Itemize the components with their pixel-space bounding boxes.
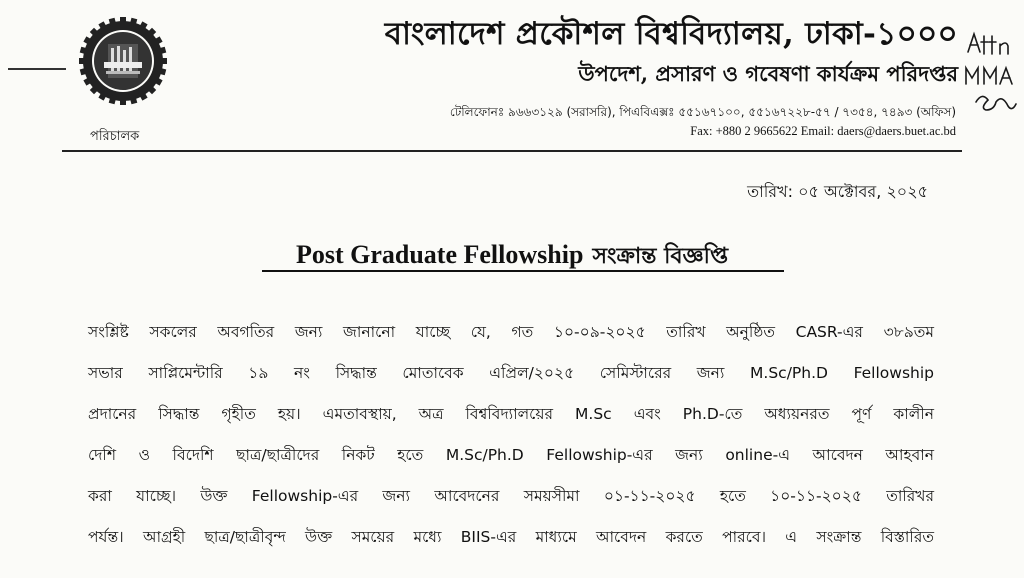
- university-name: বাংলাদেশ প্রকৌশল বিশ্ববিদ্যালয়, ঢাকা-১০০০: [384, 16, 958, 52]
- body-line: সংশ্লিষ্ট সকলের অবগতির জন্য জানানো যাচ্ছে যে, গত ১০-০৯-২০২৫ তারিখ অনুষ্ঠিত CASR-এর ৩৮৯তম: [88, 323, 934, 341]
- body-line: করা যাচ্ছে। উক্ত Fellowship-এর জন্য আবেদনের সময়সীমা ০১-১১-২০২৫ হতে ১০-১১-২০২৫ তারিখর: [88, 487, 934, 505]
- title-underline: [262, 270, 784, 272]
- body-line: প্রদানের সিদ্ধান্ত গৃহীত হয়। এমতাবস্থায়, অত্র বিশ্ববিদ্যালয়ের M.Sc এবং Ph.D-তে অধ্যয়নরত পূর্ণ কালীন: [88, 405, 934, 423]
- director-label: পরিচালক: [90, 129, 140, 144]
- body-line: পর্যন্ত। আগ্রহী ছাত্র/ছাত্রীবৃন্দ উক্ত সময়ের মধ্যে BIIS-এর মাধ্যমে আবেদন করতে পারবে। এ সংক্রান্ত বিস্তারিত: [88, 528, 934, 546]
- handwritten-note: [962, 22, 1022, 122]
- notice-date: তারিখ: ০৫ অক্টোবর, ২০২৫: [747, 182, 928, 201]
- phone-line: টেলিফোনঃ ৯৬৬৩১২৯ (সরাসরি), পিএবিএক্সঃ ৫৫১৬৭১০০, ৫৫১৬৭২২৮-৫৭ / ৭৩৫৪, ৭৪৯৩ (অফিস): [449, 105, 956, 119]
- margin-mark: [8, 68, 66, 70]
- fax-email-line: Fax: +880 2 9665622 Email: daers@daers.buet.ac.bd: [690, 124, 956, 138]
- university-logo: [78, 16, 168, 106]
- title-bangla: সংক্রান্ত বিজ্ঞপ্তি: [592, 244, 729, 269]
- title-english: Post Graduate Fellowship: [295, 240, 584, 269]
- office-name: উপদেশ, প্রসারণ ও গবেষণা কার্যক্রম পরিদপ্তর: [578, 61, 958, 86]
- header-divider: [62, 150, 962, 152]
- body-line: সভার সাপ্লিমেন্টারি ১৯ নং সিদ্ধান্ত মোতাবেক এপ্রিল/২০২৫ সেমিস্টারের জন্য M.Sc/Ph.D Fellowship: [88, 364, 934, 382]
- body-line: দেশি ও বিদেশি ছাত্র/ছাত্রীদের নিকট হতে M.Sc/Ph.D Fellowship-এর জন্য online-এ আবেদন আহবান: [88, 446, 934, 464]
